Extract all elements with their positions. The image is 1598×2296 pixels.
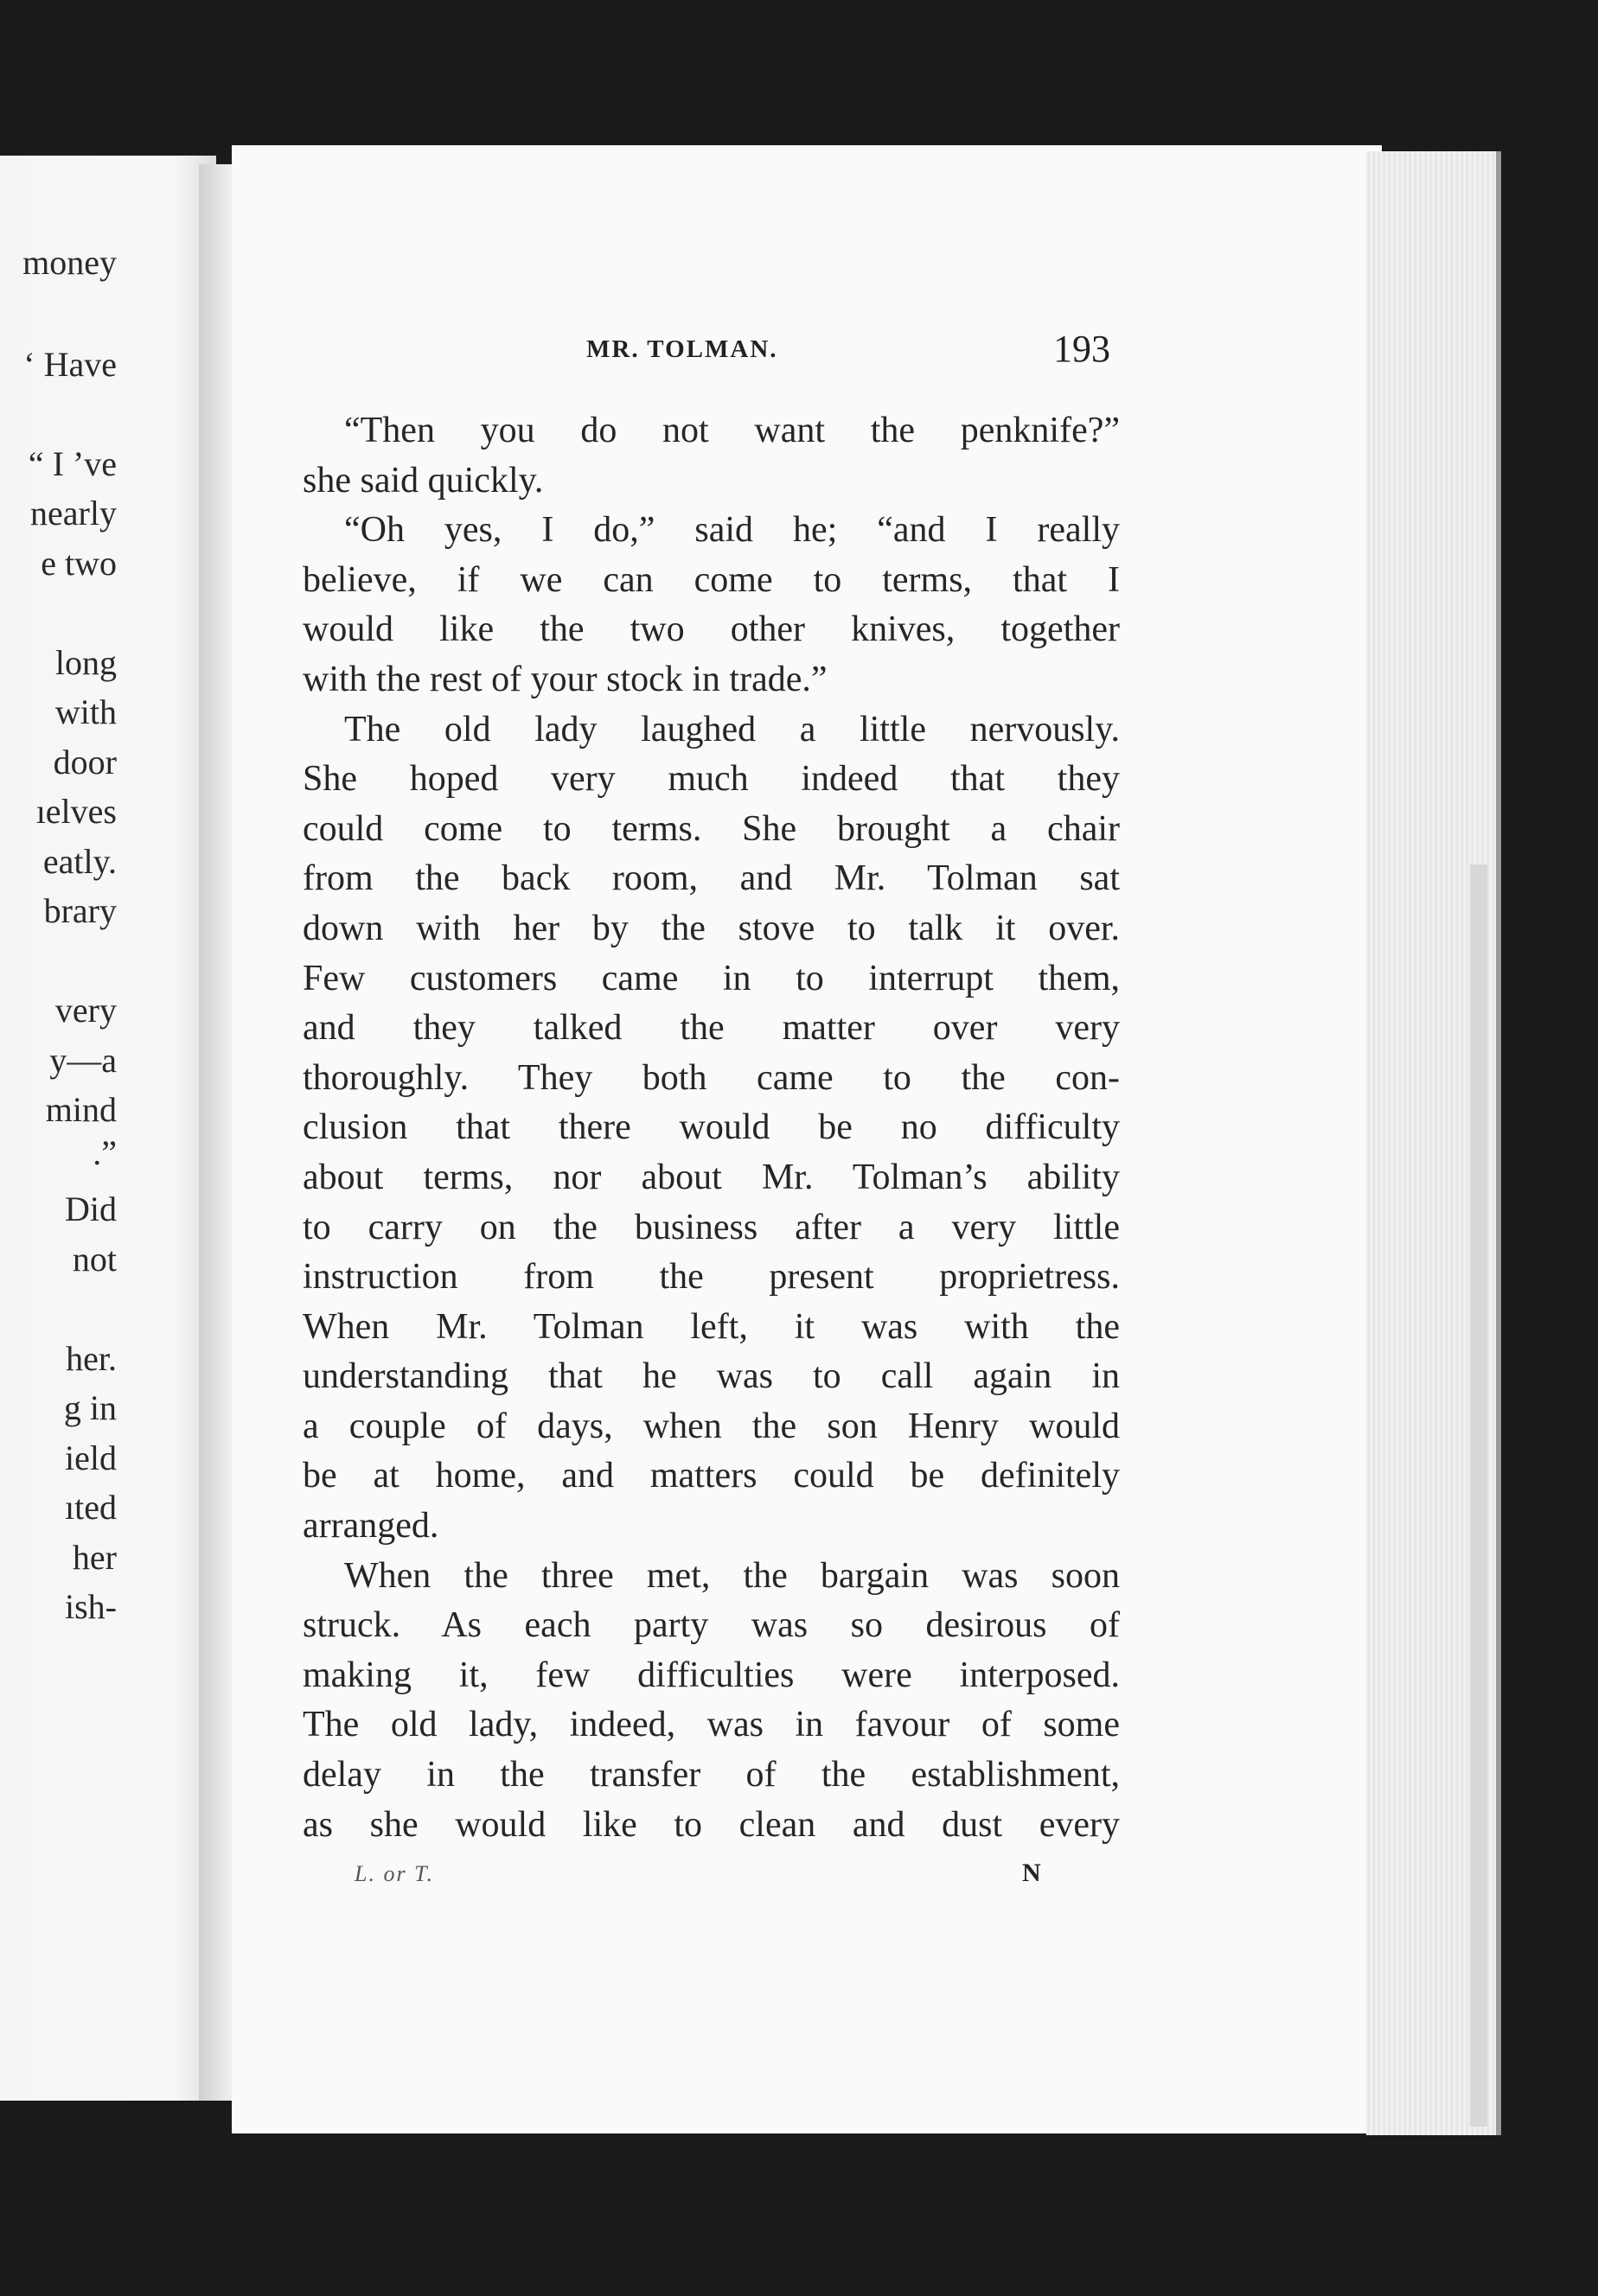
text-line: a couple of days, when the son Henry would [303, 1406, 1120, 1446]
left-page-line: y—a [49, 1041, 117, 1080]
left-page-line: “ I ’ve [28, 444, 117, 483]
left-page-line: eatly. [42, 842, 117, 881]
text-line: and they talked the matter over very [303, 1008, 1120, 1049]
left-page-line: very [54, 991, 117, 1030]
left-page-line: her [72, 1538, 117, 1577]
text-line: about terms, nor about Mr. Tolman’s ability [303, 1157, 1120, 1197]
text-line: When Mr. Tolman left, it was with the [303, 1306, 1120, 1347]
text-line: delay in the transfer of the establishment, [303, 1755, 1120, 1795]
text-line: struck. As each party was so desirous of [303, 1605, 1120, 1646]
left-page-line: her. [66, 1339, 117, 1378]
text-line: be at home, and matters could be definitely [303, 1456, 1120, 1496]
left-page-line: ‘ Have [23, 345, 117, 384]
left-page-line: ıted [65, 1488, 117, 1527]
left-page-line: nearly [30, 494, 117, 533]
text-line: from the back room, and Mr. Tolman sat [303, 858, 1120, 899]
left-page-line: money [22, 243, 117, 282]
left-page-line: mind [45, 1090, 117, 1129]
left-page-line: ish- [65, 1587, 117, 1626]
running-head: MR. TOLMAN. [586, 335, 778, 363]
text-line: The old lady, indeed, was in favour of some [303, 1705, 1120, 1745]
text-line: making it, few difficulties were interposed. [303, 1655, 1120, 1695]
left-page-line: ıelves [35, 792, 117, 831]
left-page-line: .” [93, 1133, 117, 1172]
text-line: could come to terms. She brought a chair [303, 808, 1120, 849]
left-page-line: with [54, 692, 117, 731]
left-page-line: long [54, 643, 117, 682]
text-line: would like the two other knives, together [303, 609, 1120, 650]
text-line: thoroughly. They both came to the con- [303, 1057, 1120, 1098]
page-edge-shadow [1470, 864, 1487, 2127]
left-page-line: ield [65, 1438, 117, 1477]
text-line: with the rest of your stock in trade.” [303, 659, 828, 699]
text-line: The old lady laughed a little nervously. [344, 709, 1120, 749]
text-line: arranged. [303, 1506, 439, 1547]
left-page-line: e two [41, 544, 117, 583]
text-line: “Oh yes, I do,” said he; “and I really [344, 510, 1120, 551]
signature-letter: N [1022, 1859, 1041, 1887]
body-text [303, 406, 1120, 1850]
text-line: clusion that there would be no difficulty [303, 1107, 1120, 1148]
text-line: “Then you do not want the penknife?” [344, 411, 1120, 450]
text-line: understanding that he was to call again in [303, 1356, 1120, 1397]
text-line: to carry on the business after a very little [303, 1207, 1120, 1247]
left-page-line: Did [65, 1189, 117, 1228]
signature-mark: L. or T. [355, 1861, 435, 1886]
left-page-line: g in [63, 1388, 117, 1427]
left-page-line: door [53, 743, 117, 781]
left-page [0, 156, 216, 2101]
text-line: as she would like to clean and dust every [303, 1804, 1120, 1845]
text-line: believe, if we can come to terms, that I [303, 559, 1120, 600]
text-line: Few customers came in to interrupt them, [303, 958, 1120, 998]
left-page-line: brary [43, 891, 117, 930]
text-line: she said quickly. [303, 460, 544, 501]
text-line: down with her by the stove to talk it over. [303, 908, 1120, 948]
page-number: 193 [1053, 328, 1110, 370]
left-page-line: not [72, 1240, 117, 1279]
text-line: instruction from the present proprietress. [303, 1257, 1120, 1298]
text-line: When the three met, the bargain was soon [344, 1555, 1120, 1596]
text-line: She hoped very much indeed that they [303, 759, 1120, 800]
